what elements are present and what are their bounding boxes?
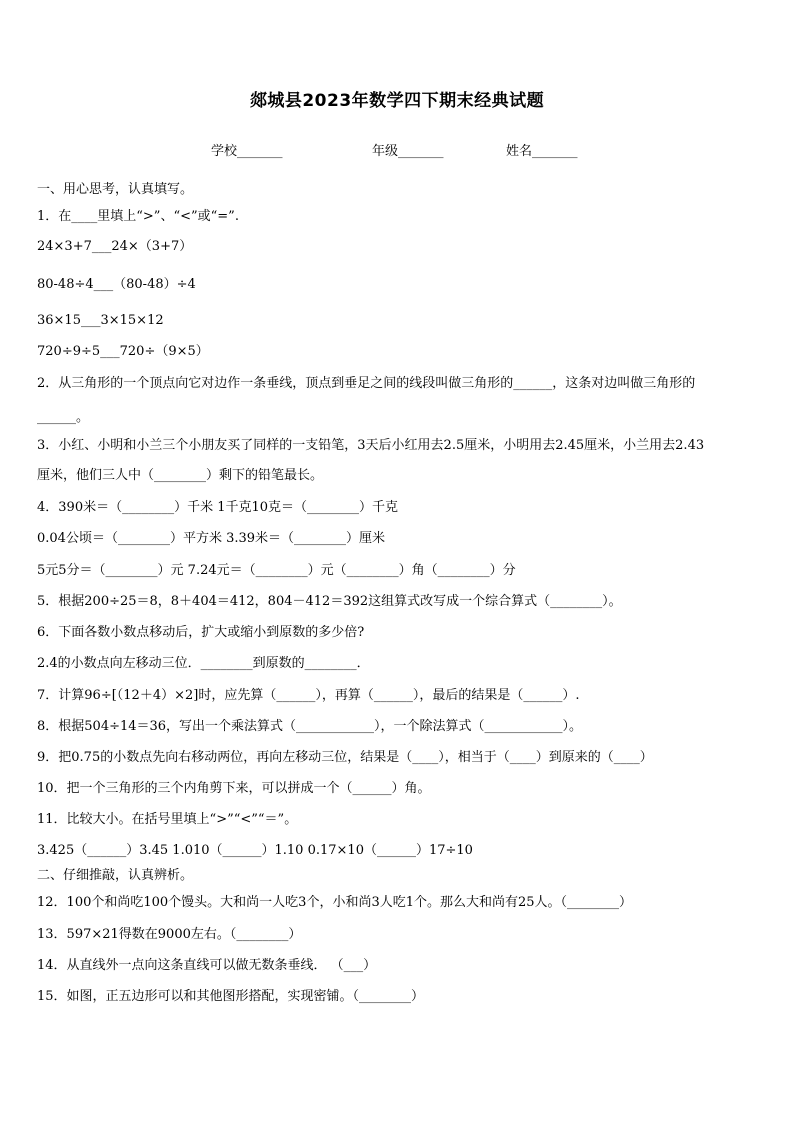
question-9: 9．把0.75的小数点先向右移动两位，再向左移动三位，结果是（____），相当于（____）到原来的（____）	[37, 750, 653, 765]
question-7: 7．计算96÷[（12＋4）×2]时，应先算（______），再算（______），最后的结果是（______）.	[37, 688, 580, 703]
question-4-line-3: 5元5分＝（________）元 7.24元＝（________）元（________）角（________）分	[37, 563, 516, 578]
question-13: 13．597×21得数在9000左右。（________）	[37, 927, 302, 942]
question-8: 8．根据504÷14＝36，写出一个乘法算式（____________），一个除法算式（____________）。	[37, 719, 583, 734]
grade-field: 年级_______	[372, 144, 444, 159]
section-heading-1: 一、用心思考，认真填写。	[37, 182, 194, 197]
school-field: 学校_______	[211, 144, 283, 159]
question-3-line-2: 厘米，他们三人中（________）剩下的铅笔最长。	[37, 468, 324, 483]
name-field: 姓名_______	[506, 144, 578, 159]
question-4-line-1: 4．390米＝（________）千米 1千克10克＝（________）千克	[37, 500, 399, 515]
question-3-line-1: 3．小红、小明和小兰三个小朋友买了同样的一支铅笔，3天后小红用去2.5厘米，小明用去2.45厘米，小兰用去2.43	[37, 438, 705, 453]
question-12: 12．100个和尚吃100个馒头。大和尚一人吃3个，小和尚3人吃1个。那么大和尚有25人。（________）	[37, 895, 633, 910]
question-10: 10．把一个三角形的三个内角剪下来，可以拼成一个（______）角。	[37, 781, 431, 796]
question-1: 1．在____里填上“>”、“<”或“=”.	[37, 209, 239, 224]
question-2-line-1: 2．从三角形的一个顶点向它对边作一条垂线，顶点到垂足之间的线段叫做三角形的______，这条对边叫做三角形的	[37, 376, 696, 391]
question-11: 11．比较大小。在括号里填上“>”“<”“＝”。	[37, 812, 298, 827]
question-5: 5．根据200÷25＝8，8＋404＝412，804－412＝392这组算式改写成一个综合算式（________）。	[37, 594, 622, 609]
question-14: 14．从直线外一点向这条直线可以做无数条垂线． （___）	[37, 958, 377, 973]
page-title: 郯城县2023年数学四下期末经典试题	[249, 91, 545, 111]
question-1-item-a: 24×3+7___24×（3+7）	[37, 239, 193, 254]
section-heading-2: 二、仔细推敲，认真辨析。	[37, 868, 194, 883]
question-6: 6．下面各数小数点移动后，扩大或缩小到原数的多少倍?	[37, 625, 365, 640]
question-15: 15．如图，正五边形可以和其他图形搭配，实现密铺。（________）	[37, 989, 425, 1004]
question-6-item: 2.4的小数点向左移动三位．________到原数的________．	[37, 656, 370, 671]
question-11-item: 3.425（______）3.45 1.010（______）1.10 0.17×10（______）17÷10	[37, 843, 473, 858]
question-2-line-2: ______。	[37, 410, 90, 425]
question-1-item-b: 80-48÷4___（80-48）÷4	[37, 277, 196, 292]
question-1-item-d: 720÷9÷5___720÷（9×5）	[37, 344, 209, 359]
question-1-item-c: 36×15___3×15×12	[37, 313, 164, 328]
question-4-line-2: 0.04公顷＝（________）平方米 3.39米＝（________）厘米	[37, 531, 386, 546]
